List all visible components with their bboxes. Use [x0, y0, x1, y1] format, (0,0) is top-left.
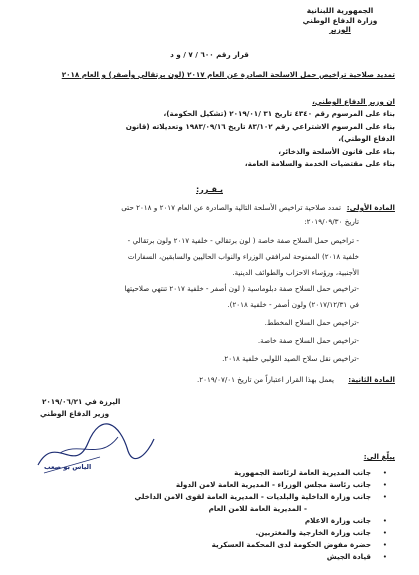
distribution-item-3: جانب وزارة الداخلية والبلديات - المديرية العامة لقوى الامن الداخلي	[134, 492, 371, 501]
bullet-icon: •	[382, 480, 387, 489]
item-line-6: -تراخيص حمل السلاح المخطط.	[264, 318, 359, 327]
signature-title: وزير الدفاع الوطني	[40, 409, 110, 418]
article1-label: المادة الأولى:	[346, 203, 395, 212]
letterhead	[285, 6, 395, 35]
distribution-item-6: جانب وزارة الخارجية والمغتربين.	[255, 528, 371, 537]
basis-line-2: بناء على المرسوم الاشتراعي رقم ٨٣/١٠٢ تاريخ ١٩٨٣/٠٩/١٦ وتعديلاته (قانون	[125, 122, 395, 131]
basis-line-5: بناء على مقتضيات الخدمة والسلامة العامة،	[244, 159, 395, 168]
handwritten-signature	[30, 413, 160, 483]
decides-heading: يـقـرر:	[195, 185, 223, 194]
bullet-icon: •	[382, 492, 387, 501]
item-line-4: -تراخيص حمل السلاح صفة دبلوماسية ( لون أصفر - خلفية ٢٠١٧ تنتهي صلاحيتها	[124, 284, 359, 293]
distribution-item-8: قيادة الجيش	[326, 552, 371, 561]
item-line-5: في ٢٠١٧/١٢/٣١) ولون أصفر - خلفية ٢٠١٨).	[227, 300, 359, 309]
bullet-icon: •	[382, 528, 387, 537]
distribution-item-7: حضرة مفوض الحكومة لدى المحكمة العسكرية	[211, 540, 371, 549]
article2-text: يعمل بهذا القرار اعتباراً من تاريخ ٢٠١٩/٠٧/٠١.	[196, 375, 334, 384]
minister-intro: ان وزير الدفاع الوطني،	[312, 97, 395, 106]
bullet-icon: •	[382, 540, 387, 549]
bullet-icon: •	[382, 552, 387, 561]
basis-line-1: بناء على المرسوم رقم ٤٣٤٠ تاريخ ٣١ /٢٠١٩/٠١ (تشكيل الحكومة)،	[163, 109, 395, 118]
article1-text: تمدد صلاحية تراخيص الأسلحة التالية والصادرة عن العام ٢٠١٧ و ٢٠١٨ حتى	[121, 203, 341, 212]
item-line-1: - تراخيص حمل السلاح صفة خاصة ( لون برتقالي - خلفية ٢٠١٧ ولون برتقالي -	[127, 236, 359, 245]
article1-date: تاريخ ٢٠١٩/٠٩/٣٠:	[304, 217, 359, 226]
signature-place-date: اليرزة في ٢٠١٩/٠٦/٢١	[42, 397, 121, 406]
distribution-item-2: جانب رئاسة مجلس الوزراء - المديرية العامة لامن الدولة	[175, 480, 371, 489]
item-line-7: -تراخيص حمل السلاح صفة خاصة.	[257, 336, 359, 345]
item-line-3: الأجنبية، ورؤساء الاحزاب والطوائف الدينية.	[232, 268, 359, 277]
letterhead-minister: الوزير	[329, 25, 351, 34]
letterhead-ministry: وزارة الدفاع الوطني	[302, 15, 378, 25]
distribution-item-5: جانب وزارة الاعلام	[304, 516, 371, 525]
distribution-item-1: جانب المديرية العامة لرئاسة الجمهورية	[234, 468, 371, 477]
article2-label: المادة الثانية:	[348, 375, 395, 384]
decision-number: قرار رقم ٦٠٠ / ٧ / و د	[170, 50, 249, 59]
decree-subject: تمديد صلاحية تراخيص حمل الاسلحة الصادرة عن العام ٢٠١٧ (لون برتقالي وأصفر) و العام ٢٠١٨	[61, 70, 395, 79]
bullet-icon: •	[382, 468, 387, 477]
item-line-8: -تراخيص نقل سلاح الصيد اللولبي خلفية ٢٠١٨.	[222, 354, 359, 363]
item-line-2: خلفية ٢٠١٨) الممنوحة لمرافقي الوزراء والنواب الحاليين والسابقين، السفارات	[127, 252, 359, 261]
distribution-item-4: - المديرية العامة للامن العام	[208, 504, 307, 513]
basis-line-3: الدفاع الوطني)،	[338, 134, 395, 143]
bullet-icon: •	[382, 516, 387, 525]
distribution-label: يبلّغ الى:	[363, 452, 395, 461]
letterhead-republic: الجمهورية اللبنانية	[306, 6, 374, 15]
signature-name: الياس بو صعب	[44, 463, 92, 471]
basis-line-4: بناء على قانون الأسلحة والذخائر،	[278, 147, 395, 156]
